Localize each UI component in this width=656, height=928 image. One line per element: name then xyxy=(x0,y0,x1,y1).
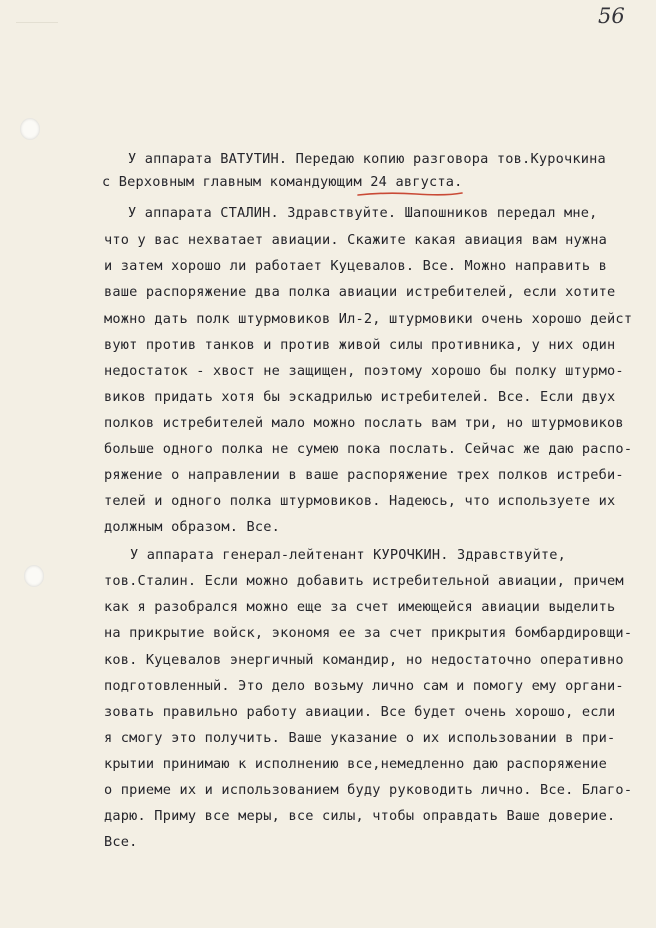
underline-stroke xyxy=(358,193,462,195)
text-line: У аппарата генерал-лейтенант КУРОЧКИН. Здравствуйте, xyxy=(130,547,566,563)
text-line: ков. Куцевалов энергичный командир, но недостаточно оперативно xyxy=(104,652,624,668)
text-line: крытии принимаю к исполнению все,немедленно даю распоряжение xyxy=(104,756,608,772)
text-line: и затем хорошо ли работает Куцевалов. Все. Можно направить в xyxy=(104,258,608,274)
text-line: тов.Сталин. Если можно добавить истребительной авиации, причем xyxy=(104,573,624,589)
text-line: полков истребителей мало можно послать вам три, но штурмовиков xyxy=(104,415,624,431)
text-line: Все. xyxy=(104,834,138,850)
text-line: зовать правильно работу авиации. Все будет очень хорошо, если xyxy=(104,704,616,720)
text-line: о приеме их и использованием буду руководить лично. Все. Благо- xyxy=(104,782,633,798)
text-line: виков придать хотя бы эскадрилью истребителей. Все. Если двух xyxy=(104,389,616,405)
text-line: недостаток - хвост не защищен, поэтому хорошо бы полку штурмо- xyxy=(104,363,624,379)
text-line: как я разобрался можно еще за счет имеющейся авиации выделить xyxy=(104,599,616,615)
text-line: с Верховным главным командующим 24 августа. xyxy=(102,174,463,190)
text-line: У аппарата ВАТУТИН. Передаю копию разговора тов.Курочкина xyxy=(128,151,606,167)
text-line: У аппарата СТАЛИН. Здравствуйте. Шапошников передал мне, xyxy=(128,205,598,221)
text-line: должным образом. Все. xyxy=(104,519,281,535)
date-handwritten-underline xyxy=(356,191,464,197)
text-line: что у вас нехватает авиации. Скажите какая авиация вам нужна xyxy=(104,232,608,248)
text-line: вуют против танков и против живой силы противника, у них один xyxy=(104,337,616,353)
page-number: 56 xyxy=(598,4,625,28)
text-line: на прикрытие войск, экономя ее за счет прикрытия бомбардировщи- xyxy=(104,625,633,641)
text-line: ваше распоряжение два полка авиации истребителей, если хотите xyxy=(104,284,616,300)
text-line: больше одного полка не сумею пока послать. Сейчас же даю распо- xyxy=(104,441,633,457)
text-line: телей и одного полка штурмовиков. Надеюсь, что используете их xyxy=(104,493,616,509)
text-line: можно дать полк штурмовиков Ил-2, штурмовики очень хорошо дейст xyxy=(104,311,633,327)
text-line: ряжение о направлении в ваше распоряжение трех полков истреби- xyxy=(104,467,624,483)
text-line: я смогу это получить. Ваше указание о их использовании в при- xyxy=(104,730,616,746)
text-line: дарю. Приму все меры, все силы, чтобы оправдать Ваше доверие. xyxy=(104,808,616,824)
text-line: подготовленный. Это дело возьму лично сам и помогу ему органи- xyxy=(104,678,624,694)
